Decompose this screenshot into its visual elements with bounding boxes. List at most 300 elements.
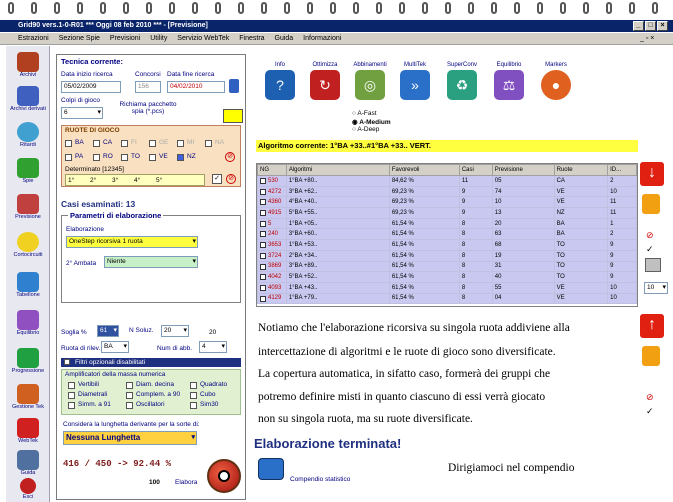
lunghetta-select[interactable]: Nessuna Lunghetta ▾ <box>63 431 197 445</box>
ruota-ca-checkbox[interactable] <box>93 140 100 147</box>
nav-label: WebTek <box>18 438 38 444</box>
table-cell: 61,54 % <box>389 272 459 283</box>
target-icon: ◎ <box>355 70 385 100</box>
nav-label: Guida <box>20 470 36 476</box>
row-checkbox[interactable] <box>260 231 266 237</box>
nav-label: Cortocircuiti <box>13 252 43 258</box>
menu-sezione-spie[interactable]: Sezione Spie <box>58 35 100 42</box>
grid-header[interactable]: NG <box>258 165 287 176</box>
table-cell: 55 <box>492 282 554 293</box>
row-checkbox[interactable] <box>260 221 266 227</box>
table-cell: 8 <box>459 240 492 251</box>
algo-label: A-Deep <box>357 126 380 133</box>
cancel-icon[interactable]: ⊘ <box>646 230 654 240</box>
ruota-label: RO <box>103 153 113 160</box>
amplificatori-group <box>61 369 241 415</box>
table-cell: 3°BA +60.. <box>286 229 389 240</box>
book-icon <box>17 52 39 72</box>
num-abb-select[interactable]: 4 ▾ <box>199 341 227 353</box>
table-cell: 61,54 % <box>389 293 459 304</box>
check-icon[interactable]: ✓ <box>646 406 654 416</box>
row-checkbox[interactable] <box>260 274 266 280</box>
row-checkbox[interactable] <box>260 296 266 302</box>
nav-progressione[interactable] <box>6 348 50 374</box>
tool-ottimizza[interactable] <box>307 62 343 100</box>
clear-ruote-icon[interactable]: ⊘ <box>225 152 235 162</box>
ambata-select[interactable]: Niente ▾ <box>104 256 198 268</box>
ruota-ba-checkbox[interactable] <box>65 140 72 147</box>
table-cell: 8 <box>459 272 492 283</box>
ruota-label: BA <box>75 139 84 146</box>
progress-text: 416 / 450 -> 92.44 % <box>63 459 172 469</box>
table-cell: CA <box>554 176 608 187</box>
table-cell: 9 <box>459 186 492 197</box>
amp-label: Diam. decina <box>136 381 174 388</box>
menu-previsioni[interactable]: Previsioni <box>109 35 141 42</box>
nsoluz-select[interactable]: 20 ▾ <box>161 325 189 337</box>
table-cell: 1°BA +05.. <box>286 218 389 229</box>
spiral-ring <box>652 2 658 14</box>
clock-icon <box>17 122 39 142</box>
spiral-ring <box>100 2 106 14</box>
row-checkbox[interactable] <box>260 285 266 291</box>
spiral-ring <box>606 2 612 14</box>
data-inizio-label: Data inizio ricerca <box>61 71 113 78</box>
ruota-nz-checkbox[interactable] <box>177 154 184 161</box>
table-cell: 3°BA +89.. <box>286 261 389 272</box>
table-cell: 40 <box>492 272 554 283</box>
nav-tabellone[interactable] <box>6 272 50 298</box>
diam-decina-checkbox[interactable] <box>126 382 133 389</box>
ruota-pa-checkbox[interactable] <box>65 154 72 161</box>
lunghetta-label: Considera la lunghetta derivante per la sorte di: <box>63 421 200 428</box>
table-cell: 3°BA +62.. <box>286 186 389 197</box>
table-cell: 8 <box>459 229 492 240</box>
ruota-label: VE <box>159 153 168 160</box>
scale-icon: ⚖ <box>494 70 524 100</box>
row-checkbox[interactable] <box>260 253 266 259</box>
mdi-controls[interactable]: _ ▫ × <box>640 35 655 42</box>
compendio-label: Compendio statistico <box>290 476 351 483</box>
spiral-ring <box>422 2 428 14</box>
row-checkbox[interactable] <box>260 242 266 248</box>
table-cell: 4129 <box>258 293 287 304</box>
table-row[interactable] <box>258 240 637 251</box>
simm-91-checkbox[interactable] <box>68 402 75 409</box>
spiral-ring <box>31 2 37 14</box>
tool-label: Ottimizza <box>312 62 338 68</box>
folder-icon[interactable] <box>642 346 660 366</box>
nav-label: Tabellone <box>16 292 40 298</box>
filtri-checkbox[interactable] <box>64 359 70 365</box>
concorsi-label: Concorsi <box>135 71 161 78</box>
table-row[interactable] <box>258 250 637 261</box>
table-cell: 20 <box>492 218 554 229</box>
tool-markers[interactable] <box>538 62 574 100</box>
elaborazione-label: Elaborazione <box>66 226 104 233</box>
ball-icon: ● <box>541 70 571 100</box>
nav-gestione-tek[interactable] <box>6 384 50 410</box>
parametri-title: Parametri di elaborazione <box>70 211 162 220</box>
results-grid[interactable] <box>256 163 638 307</box>
table-cell: 5°BA +52.. <box>286 272 389 283</box>
num-abb-label: Num di abb. <box>157 345 193 352</box>
spiral-ring <box>560 2 566 14</box>
row-checkbox[interactable] <box>260 189 266 195</box>
colpi-select[interactable]: 6 ▾ <box>61 107 103 119</box>
results-table <box>257 164 637 304</box>
spiral-ring <box>146 2 152 14</box>
table-cell: 19 <box>492 250 554 261</box>
casi-esaminati: Casi esaminati: 13 <box>61 199 136 209</box>
table-cell: 2 <box>608 176 637 187</box>
menubar <box>0 33 673 45</box>
elabora-button[interactable] <box>207 459 241 493</box>
table-cell: 11 <box>608 197 637 208</box>
row-checkbox[interactable] <box>260 178 266 184</box>
table-cell: 9 <box>608 240 637 251</box>
table-cell: BA <box>554 218 608 229</box>
row-checkbox[interactable] <box>260 264 266 270</box>
table-cell: 31 <box>492 261 554 272</box>
tool-abbinamenti[interactable] <box>352 62 388 100</box>
tool-label: Equilibrio <box>496 62 522 68</box>
nav-ritardi[interactable] <box>6 122 50 148</box>
nav-archivi[interactable] <box>6 52 50 78</box>
nav-label: Archivi derivati <box>10 106 46 112</box>
table-cell: 9 <box>608 250 637 261</box>
grid-header[interactable]: ID... <box>608 165 637 176</box>
table-row[interactable] <box>258 293 637 304</box>
complem-90-checkbox[interactable] <box>126 392 133 399</box>
calendar-icon <box>17 272 39 292</box>
ambata-label: 2° Ambata <box>66 260 97 267</box>
compendio-note: Dirigiamoci nel compendio <box>448 462 575 474</box>
algo-deep[interactable]: ○ A-Deep <box>352 126 380 133</box>
table-cell: 11 <box>608 208 637 219</box>
filtri-label: Filtri opzionali disabilitati <box>75 359 146 366</box>
nav-label: Archivi <box>19 72 37 78</box>
table-cell: 10 <box>608 293 637 304</box>
nav-label: Ritardi <box>20 142 36 148</box>
table-cell: 1°BA +43.. <box>286 282 389 293</box>
table-cell: VE <box>554 197 608 208</box>
nav-label: Esci <box>22 494 34 500</box>
guide-icon <box>17 450 39 470</box>
note-line-2: intercettazione di algoritmi e le ruote di gioco sono diversificate. <box>258 346 556 358</box>
table-cell: 5°BA +55.. <box>286 208 389 219</box>
table-cell: 61,54 % <box>389 282 459 293</box>
algo-medium[interactable]: ◉ A-Medium <box>352 119 391 126</box>
table-cell: 61,54 % <box>389 240 459 251</box>
spiral-ring <box>77 2 83 14</box>
maximize-button[interactable]: □ <box>645 21 656 31</box>
spiral-ring <box>54 2 60 14</box>
nav-cortocircuiti[interactable] <box>6 232 50 258</box>
balance-icon <box>17 310 39 330</box>
ruota-rilev-label: Ruota di rilev. <box>61 345 101 352</box>
table-row[interactable] <box>258 282 637 293</box>
ruota-na-checkbox[interactable] <box>205 140 212 147</box>
cubo-checkbox[interactable] <box>190 392 197 399</box>
table-cell: 61,54 % <box>389 261 459 272</box>
tool-label: MultiTek <box>403 62 426 68</box>
ruota-fi-checkbox[interactable] <box>121 140 128 147</box>
compendio-button[interactable] <box>258 458 284 480</box>
table-cell: 4093 <box>258 282 287 293</box>
nsoluz-label: N Soluz. <box>129 327 154 334</box>
spiral-ring <box>307 2 313 14</box>
table-cell: 8 <box>459 261 492 272</box>
tool-label: Markers <box>545 62 567 68</box>
pacchetto-label: Richiama pacchetto spia (*.pcs) <box>119 101 177 115</box>
amplificatori-title: Amplificatori della massa numerica <box>65 371 166 378</box>
table-cell: 3653 <box>258 240 287 251</box>
table-cell: 04 <box>492 293 554 304</box>
nav-guida[interactable] <box>6 450 50 476</box>
nav-previsione[interactable] <box>6 194 50 220</box>
data-inizio-field[interactable]: 05/02/2009 <box>61 81 121 93</box>
table-row[interactable] <box>258 272 637 283</box>
ruota-label: CA <box>103 139 113 146</box>
amp-label: Diametrali <box>78 391 108 398</box>
spiral-ring <box>514 2 520 14</box>
ruote-group <box>61 125 241 187</box>
table-cell: 63 <box>492 229 554 240</box>
spiral-ring <box>215 2 221 14</box>
table-cell: 61,54 % <box>389 218 459 229</box>
nav-webtek[interactable] <box>6 418 50 444</box>
spiral-ring <box>261 2 267 14</box>
menu-estrazioni[interactable]: Estrazioni <box>18 35 49 42</box>
ruota-label: GE <box>159 139 169 146</box>
nav-label: Gestione Tek <box>11 404 44 410</box>
spiral-ring <box>284 2 290 14</box>
spy-icon <box>17 158 39 178</box>
determinato-4[interactable]: 4° <box>134 177 141 184</box>
table-row[interactable] <box>258 261 637 272</box>
refresh-icon: ↻ <box>310 70 340 100</box>
determinato-3[interactable]: 3° <box>112 177 119 184</box>
tool-multitek[interactable] <box>397 62 433 100</box>
diametrali-checkbox[interactable] <box>68 392 75 399</box>
tool-label: Info <box>274 62 285 68</box>
nav-archivi-derivati[interactable] <box>6 86 50 112</box>
forecast-icon <box>17 194 39 214</box>
algo-fast[interactable]: ○ A-Fast <box>352 110 377 117</box>
check-icon[interactable]: ✓ <box>646 244 654 254</box>
elaborazione-select[interactable]: OneStep ricorsiva 1 ruota ▾ <box>66 236 198 248</box>
algo-label: A-Fast <box>357 110 377 117</box>
determinato-1[interactable]: 1° <box>68 177 75 184</box>
spiral-ring <box>376 2 382 14</box>
menu-informazioni[interactable]: Informazioni <box>303 35 342 42</box>
amp-label: Vertibili <box>78 381 99 388</box>
table-cell: 530 <box>258 176 287 187</box>
table-cell: BA <box>554 229 608 240</box>
nav-label: Spie <box>22 178 34 184</box>
algo-options <box>352 110 391 134</box>
determinato-label: Determinato [12345] <box>65 166 124 173</box>
note-line-5: non su singola ruota, ma su ruote diversificate. <box>258 413 473 425</box>
row-checkbox[interactable] <box>260 199 266 205</box>
table-cell: 2°BA +34.. <box>286 250 389 261</box>
spiral-ring <box>8 2 14 14</box>
grid-header[interactable]: Previsione <box>492 165 554 176</box>
exit-icon <box>20 478 36 494</box>
table-cell: 4°BA +40.. <box>286 197 389 208</box>
clear-determinato-icon[interactable]: ⊘ <box>226 174 236 184</box>
grid-header[interactable]: Algoritmi <box>286 165 389 176</box>
spiral-ring <box>192 2 198 14</box>
bulb-icon <box>17 232 39 252</box>
menu-finestra[interactable]: Finestra <box>239 35 265 42</box>
spiral-ring <box>583 2 589 14</box>
ruota-rilev-select[interactable]: BA ▾ <box>101 341 129 353</box>
table-cell: 68 <box>492 240 554 251</box>
table-cell: 1°BA +53.. <box>286 240 389 251</box>
table-cell: 4360 <box>258 197 287 208</box>
table-cell: NZ <box>554 208 608 219</box>
tool-label: Abbinamenti <box>353 62 387 68</box>
sim30-checkbox[interactable] <box>190 402 197 409</box>
table-cell: 69,23 % <box>389 186 459 197</box>
menu-utility[interactable]: Utility <box>150 35 168 42</box>
tool-info[interactable] <box>262 62 298 100</box>
table-cell: 8 <box>459 293 492 304</box>
close-button[interactable]: × <box>657 21 668 31</box>
vertibili-checkbox[interactable] <box>68 382 75 389</box>
tool-equilibrio[interactable] <box>491 62 527 100</box>
quadrato-checkbox[interactable] <box>190 382 197 389</box>
table-cell: 10 <box>492 197 554 208</box>
table-row[interactable] <box>258 186 637 197</box>
folder-icon[interactable] <box>642 194 660 214</box>
table-cell: 9 <box>459 197 492 208</box>
data-fine-field[interactable]: 04/02/2010 <box>167 81 225 93</box>
nav-label: Progressione <box>11 368 45 374</box>
table-row[interactable] <box>258 208 637 219</box>
row-checkbox[interactable] <box>260 210 266 216</box>
table-cell: TO <box>554 272 608 283</box>
pacchetto-button[interactable] <box>223 109 243 123</box>
menu-servizio-webtek[interactable]: Servizio WebTek <box>177 35 230 42</box>
arrow-down-button[interactable]: ↓ <box>640 162 664 186</box>
table-cell: 3869 <box>258 261 287 272</box>
table-cell: 8 <box>459 282 492 293</box>
grid-header[interactable]: Casi <box>459 165 492 176</box>
spiral-ring <box>445 2 451 14</box>
table-cell: TO <box>554 261 608 272</box>
table-cell: 1°BA +79.. <box>286 293 389 304</box>
table-cell: 4272 <box>258 186 287 197</box>
minimize-button[interactable]: _ <box>633 21 644 31</box>
page-select[interactable]: 10 ▾ <box>644 282 668 294</box>
table-cell: 240 <box>258 229 287 240</box>
check-all-icon[interactable]: ✓ <box>212 174 222 184</box>
technique-panel <box>56 54 246 500</box>
table-cell: 13 <box>492 208 554 219</box>
parametri-group <box>61 211 241 303</box>
left-navigation <box>6 46 50 502</box>
soglia-select[interactable]: 61 ▾ <box>97 325 119 337</box>
determinato-5[interactable]: 5° <box>156 177 163 184</box>
ruota-to-checkbox[interactable] <box>121 154 128 161</box>
table-cell: VE <box>554 186 608 197</box>
concorsi-field: 156 <box>135 81 161 93</box>
nsoluz-value: 20 <box>209 329 217 336</box>
ruota-mi-checkbox[interactable] <box>177 140 184 147</box>
oscillatori-checkbox[interactable] <box>126 402 133 409</box>
window-title: Grid90 vers.1-0-R01 *** Oggi 08 feb 2010 *** - [Previsione] <box>18 22 208 29</box>
spiral-ring <box>491 2 497 14</box>
spiral-ring <box>399 2 405 14</box>
table-cell: 61,54 % <box>389 250 459 261</box>
tool-superconv[interactable] <box>444 62 480 100</box>
recycle-icon: ♻ <box>447 70 477 100</box>
table-cell: 2 <box>608 229 637 240</box>
ruote-title: RUOTE DI GIOCO <box>65 127 120 134</box>
table-cell: 4915 <box>258 208 287 219</box>
ruota-label: NZ <box>187 153 196 160</box>
nav-esci[interactable] <box>6 478 50 500</box>
web-icon <box>17 418 39 438</box>
table-row[interactable] <box>258 218 637 229</box>
determinato-2[interactable]: 2° <box>90 177 97 184</box>
table-cell: 61,54 % <box>389 229 459 240</box>
nav-equilibrio[interactable] <box>6 310 50 336</box>
table-cell: 8 <box>459 250 492 261</box>
table-cell: 9 <box>608 272 637 283</box>
spiral-ring <box>629 2 635 14</box>
ruota-label: FI <box>131 139 137 146</box>
filtri-bar[interactable] <box>61 358 241 367</box>
ruota-ge-checkbox[interactable] <box>149 140 156 147</box>
table-row[interactable] <box>258 197 637 208</box>
status-text: Elaborazione terminata! <box>254 436 402 451</box>
note-line-1: Notiamo che l'elaborazione ricorsiva su singola ruota addiviene alla <box>258 322 570 334</box>
amp-label: Cubo <box>200 391 216 398</box>
archive-icon <box>17 86 39 106</box>
soglia-label: Soglia % <box>61 329 87 336</box>
ruota-label: NA <box>215 139 225 146</box>
spiral-ring <box>123 2 129 14</box>
question-icon: ? <box>265 70 295 100</box>
ruota-label: MI <box>187 139 195 146</box>
print-icon[interactable] <box>645 258 661 272</box>
table-cell: 84,62 % <box>389 176 459 187</box>
table-row[interactable] <box>258 176 637 187</box>
ruota-ve-checkbox[interactable] <box>149 154 156 161</box>
dollar-icon <box>17 348 39 368</box>
grid-header[interactable]: Favorevoli <box>389 165 459 176</box>
tool-label: SuperConv <box>446 62 478 68</box>
grid-header[interactable]: Ruote <box>554 165 608 176</box>
ruota-ro-checkbox[interactable] <box>93 154 100 161</box>
nav-spie[interactable] <box>6 158 50 184</box>
elabora-label: Elabora <box>175 479 198 486</box>
cancel-icon[interactable]: ⊘ <box>646 392 654 402</box>
table-row[interactable] <box>258 229 637 240</box>
nav-label: Previsione <box>15 214 41 220</box>
table-cell: 1 <box>608 218 637 229</box>
arrow-up-button[interactable]: ↑ <box>640 314 664 338</box>
gear-icon <box>17 384 39 404</box>
spiral-ring <box>537 2 543 14</box>
menu-guida[interactable]: Guida <box>274 35 294 42</box>
table-cell: TO <box>554 240 608 251</box>
info-pencil-icon[interactable] <box>229 79 239 93</box>
